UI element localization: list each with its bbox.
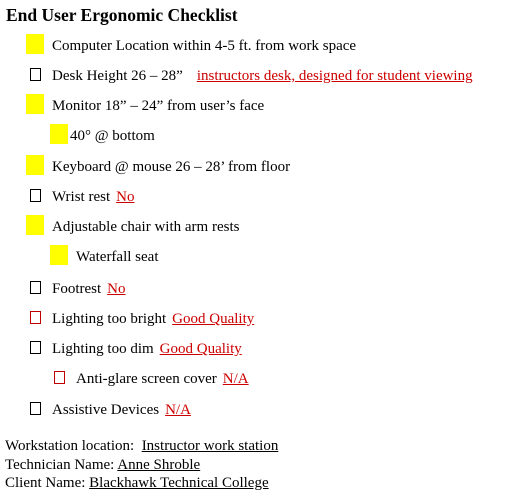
- checkbox-lighting-bright[interactable]: [30, 311, 41, 324]
- checklist-item-label: [52, 186, 134, 208]
- checkbox-waterfall-seat[interactable]: [54, 249, 65, 262]
- checklist-item-label: Adjustable chair with arm rests: [52, 219, 240, 235]
- checklist-item-note: N/A: [165, 402, 191, 418]
- checklist-item-text: Assistive Devices: [52, 402, 160, 418]
- workstation-location: [5, 437, 278, 455]
- checklist-item-note: No: [107, 281, 126, 297]
- checkbox-monitor-angle[interactable]: [54, 128, 65, 141]
- checklist-item-label: Keyboard @ mouse 26 – 28’ from floor: [52, 159, 291, 175]
- checkbox-lighting-dim[interactable]: [30, 341, 41, 354]
- checklist-item-text: Lighting too bright: [52, 311, 167, 327]
- technician-name: [5, 456, 200, 474]
- checklist-item-note: No: [116, 189, 135, 205]
- checklist-item-note: Good Quality: [159, 341, 242, 357]
- checkbox-desk-height[interactable]: [30, 68, 41, 81]
- checklist-item-note: N/A: [222, 371, 249, 387]
- checklist-item-label: [52, 65, 473, 87]
- checklist-item-label: [52, 399, 191, 421]
- checklist-item-text: Wrist rest: [52, 189, 111, 205]
- technician-name-value: Anne Shroble: [117, 457, 201, 473]
- client-name-value: Blackhawk Technical College: [89, 475, 269, 491]
- checklist-item-label: Waterfall seat: [76, 249, 159, 265]
- checklist-item-text: Lighting too dim: [52, 341, 154, 357]
- checklist-item-label: Monitor 18” – 24” from user’s face: [52, 98, 265, 114]
- checkbox-keyboard[interactable]: [30, 159, 41, 172]
- checklist-item-label: [52, 338, 242, 360]
- checkbox-assistive-devices[interactable]: [30, 402, 41, 415]
- checkbox-computer-location[interactable]: [30, 38, 41, 51]
- checkbox-adjustable-chair[interactable]: [30, 219, 41, 232]
- checklist-item-label: Computer Location within 4-5 ft. from work space: [52, 38, 357, 54]
- checklist-item-label: [52, 278, 126, 300]
- client-name: [5, 474, 269, 492]
- checklist-item-text: Footrest: [52, 281, 102, 297]
- checkbox-wrist-rest[interactable]: [30, 189, 41, 202]
- checklist-item-note: Good Quality: [172, 311, 255, 327]
- checklist-item-text: Desk Height 26 – 28”: [52, 68, 183, 84]
- checklist-item-label: [52, 308, 254, 330]
- checkbox-monitor[interactable]: [30, 98, 41, 111]
- checkbox-footrest[interactable]: [30, 281, 41, 294]
- checklist-item-label: [76, 368, 249, 390]
- workstation-location-value: Instructor work station: [141, 438, 279, 454]
- checklist-item-text: Anti-glare screen cover: [76, 371, 217, 387]
- checklist-item-label: 40° @ bottom: [70, 128, 155, 144]
- workstation-location-label: Workstation location:: [5, 438, 135, 454]
- checklist-item-note: instructors desk, designed for student viewing: [196, 68, 473, 84]
- page-title: End User Ergonomic Checklist: [6, 5, 238, 25]
- client-name-label: Client Name:: [5, 475, 86, 491]
- technician-name-label: Technician Name:: [5, 457, 115, 473]
- checkbox-anti-glare[interactable]: [54, 371, 65, 384]
